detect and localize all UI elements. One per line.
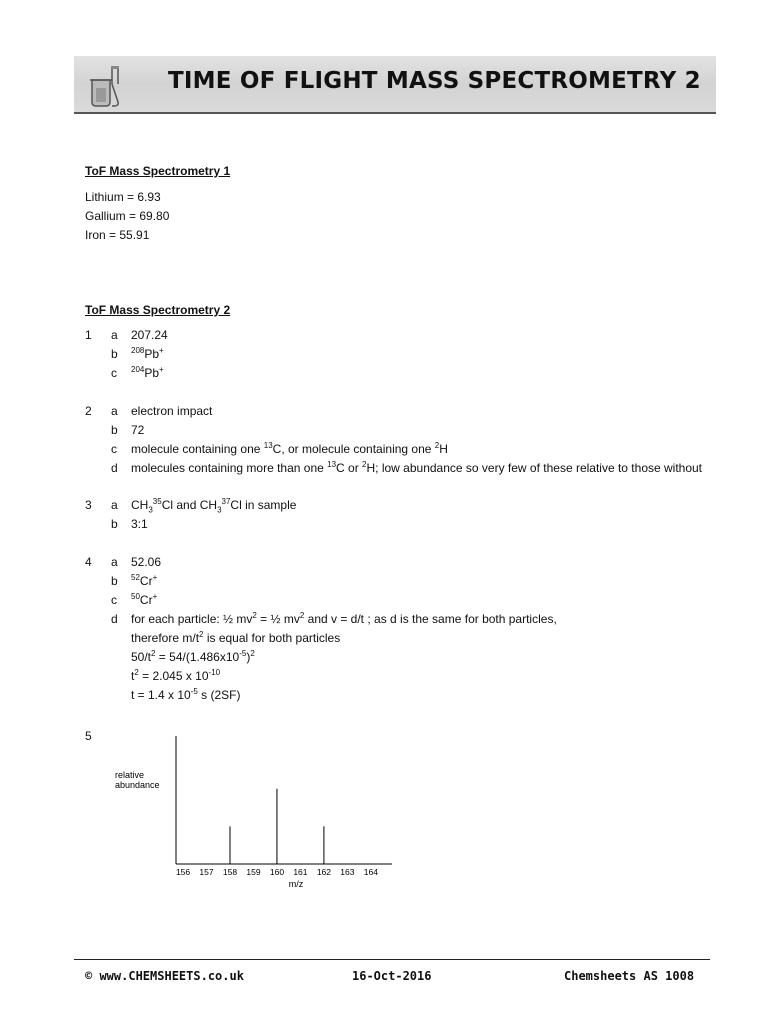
q4d-line2: therefore $m/t^2$ is equal for both particles	[131, 630, 341, 645]
footer-website[interactable]: © www.CHEMSHEETS.co.uk	[85, 969, 244, 983]
x-tick-label: 159	[246, 867, 261, 877]
x-tick-label: 161	[293, 867, 308, 877]
footer-date: 16-Oct-2016	[352, 969, 432, 983]
x-axis-label: m/z	[288, 879, 304, 889]
q4a-answer: 52.06	[131, 555, 162, 569]
part-letter: a	[111, 555, 118, 569]
q4d-line1: for each particle: ½ $mv^2$ = ½ $mv^2$ and v = d/t ; as d is the same for both particles,	[131, 611, 557, 626]
y-axis-label-line2: abundance	[115, 780, 160, 790]
section1-heading: ToF Mass Spectrometry 1	[85, 164, 231, 178]
q4c-answer: $^{50}$Cr+	[131, 592, 158, 607]
part-letter: b	[111, 347, 118, 361]
footer-reference: Chemsheets AS 1008	[564, 969, 695, 983]
page-header	[74, 56, 716, 112]
q2a-answer: electron impact	[131, 404, 213, 418]
question-number: 2	[85, 404, 92, 418]
page-title: TIME OF FLIGHT MASS SPECTROMETRY 2	[168, 68, 701, 94]
q1c-answer: $^{204}$Pb+	[131, 365, 164, 380]
part-letter: c	[111, 442, 117, 456]
part-letter: b	[111, 423, 118, 437]
q1b-answer: $^{208}$Pb+	[131, 346, 164, 361]
q3b-answer: 3:1	[131, 517, 148, 531]
q2b-answer: 72	[131, 423, 145, 437]
header-divider	[74, 112, 716, 114]
x-tick-label: 164	[363, 867, 378, 877]
question-number: 1	[85, 328, 92, 342]
part-letter: d	[111, 612, 118, 626]
mass-spectrum-chart	[100, 730, 420, 895]
question-number: 4	[85, 555, 92, 569]
x-tick-label: 157	[199, 867, 214, 877]
part-letter: c	[111, 366, 117, 380]
x-tick-label: 156	[175, 867, 191, 877]
x-tick-label: 163	[340, 867, 355, 877]
part-letter: b	[111, 517, 118, 531]
q4b-answer: $^{52}$Cr+	[131, 573, 158, 588]
section2-heading: ToF Mass Spectrometry 2	[85, 303, 231, 317]
x-tick-label: 162	[316, 867, 332, 877]
lab-glassware-icon	[82, 62, 128, 108]
answer-lithium: Lithium = 6.93	[85, 190, 161, 204]
q4d-line4: $t^2 = 2.045$ x $10^{-10}$	[131, 668, 221, 683]
part-letter: c	[111, 593, 117, 607]
answer-iron: Iron = 55.91	[85, 228, 150, 242]
q4d-line5: t = 1.4 x $10^{-5}$ s (2SF)	[131, 687, 241, 702]
answer-gallium: Gallium = 69.80	[85, 209, 170, 223]
footer-divider	[74, 959, 710, 960]
part-letter: d	[111, 461, 118, 475]
question-number: 5	[85, 729, 92, 743]
question-number: 3	[85, 498, 92, 512]
part-letter: a	[111, 498, 118, 512]
x-tick-label: 160	[269, 867, 285, 877]
y-axis-label-line1: relative	[115, 770, 145, 780]
part-letter: b	[111, 574, 118, 588]
q2d-answer: molecules containing more than one $^{13}$C or $^2$H; low abundance so very few of these relative to those without	[131, 460, 703, 475]
part-letter: a	[111, 328, 118, 342]
q4d-line3: $50/t^2 = 54/(1.486x10^{-5})^2$	[131, 649, 255, 664]
q2c-answer: molecule containing one $^{13}$C, or molecule containing one $^2$H	[131, 441, 448, 456]
part-letter: a	[111, 404, 118, 418]
q3a-answer: $CH_3^{35}Cl$ and $CH_3^{37}Cl$ in sample	[131, 497, 297, 515]
x-tick-label: 158	[222, 867, 238, 877]
q1a-answer: 207.24	[131, 328, 168, 342]
